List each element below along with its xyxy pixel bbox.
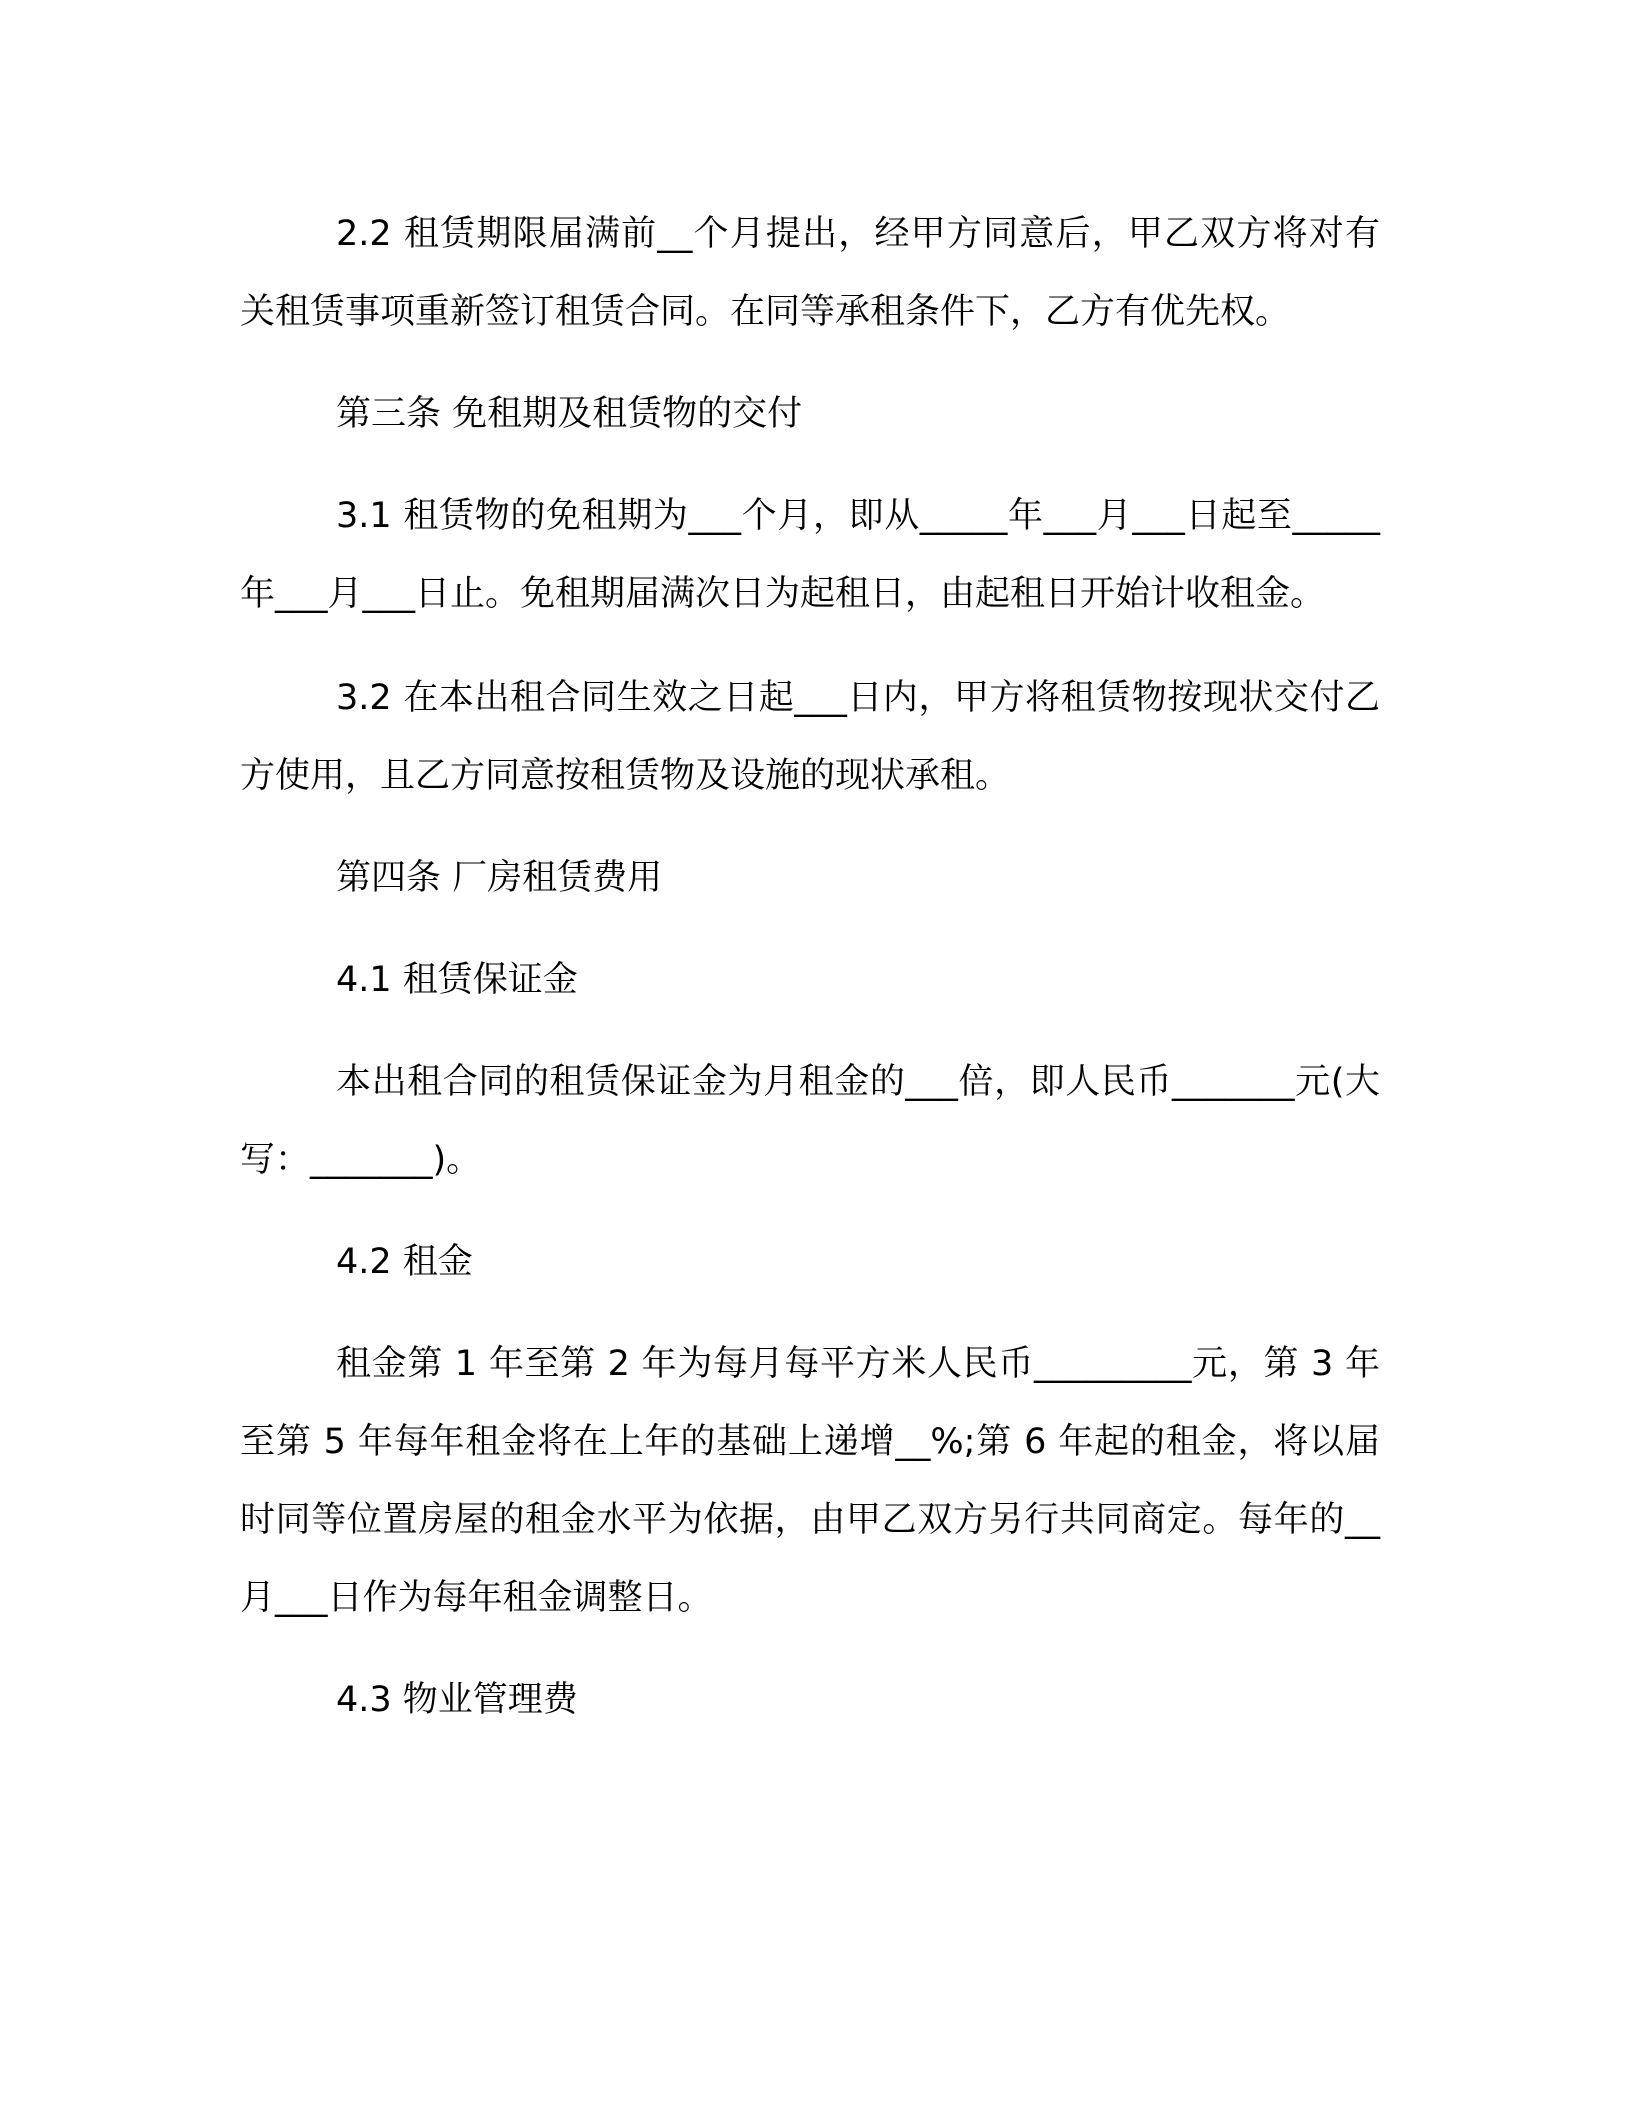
heading-4-2: 4.2 租金 xyxy=(336,1242,473,1282)
paragraph-deposit: 本出租合同的租赁保证金为月租金的___倍，即人民币_______元(大写：_______)。 xyxy=(240,1062,1380,1180)
heading-4-1: 4.1 租赁保证金 xyxy=(336,960,578,1000)
paragraph-2-2: 2.2 租赁期限届满前__个月提出，经甲方同意后，甲乙双方将对有关租赁事项重新签订租赁合同。在同等承租条件下，乙方有优先权。 xyxy=(240,214,1380,332)
heading-4-3: 4.3 物业管理费 xyxy=(336,1680,578,1720)
heading-article-3: 第三条 免租期及租赁物的交付 xyxy=(336,394,803,434)
paragraph-rent: 租金第 1 年至第 2 年为每月每平方米人民币_________元，第 3 年至第 5 年每年租金将在上年的基础上递增__%;第 6 年起的租金，将以届时同等位置房屋的租金水平为依据，由甲乙双方另行共同商定。每年的__月___日作为每年租金调整日。 xyxy=(240,1344,1380,1618)
paragraph-3-1: 3.1 租赁物的免租期为___个月，即从_____年___月___日起至_____年___月___日止。免租期届满次日为起租日，由起租日开始计收租金。 xyxy=(240,496,1380,614)
document-page xyxy=(240,195,1380,1739)
heading-article-4: 第四条 厂房租赁费用 xyxy=(336,858,663,898)
paragraph-3-2: 3.2 在本出租合同生效之日起___日内，甲方将租赁物按现状交付乙方使用，且乙方同意按租赁物及设施的现状承租。 xyxy=(240,678,1380,796)
